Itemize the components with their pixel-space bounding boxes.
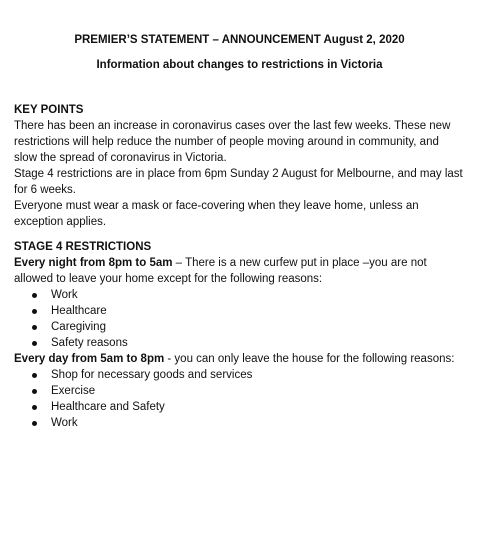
list-item-label: Safety reasons (51, 337, 128, 349)
bullet-icon (32, 341, 37, 346)
document-title: PREMIER’S STATEMENT – ANNOUNCEMENT August 2, 2020 (74, 34, 405, 46)
day-restrictions-text: - you can only leave the house for the following reasons: (164, 353, 455, 365)
day-reasons-list (14, 367, 465, 431)
bullet-icon (32, 309, 37, 314)
key-point-paragraph-3: Everyone must wear a mask or face-covering when they leave home, unless an exception applies. (14, 200, 419, 228)
day-restrictions-paragraph (14, 351, 465, 367)
list-item (14, 319, 465, 335)
list-item (14, 367, 465, 383)
list-item (14, 287, 465, 303)
bullet-icon (32, 389, 37, 394)
key-points-heading: KEY POINTS (14, 104, 84, 116)
list-item (14, 415, 465, 431)
day-restrictions-lead: Every day from 5am to 8pm (14, 353, 165, 365)
bullet-icon (32, 421, 37, 426)
list-item-label: Shop for necessary goods and services (51, 369, 253, 381)
night-curfew-text: – There is a new curfew put in place –you are not allowed to leave your home except for the following reasons: (14, 257, 427, 285)
list-item-label: Work (51, 289, 78, 301)
document-page (0, 32, 479, 549)
list-item-label: Caregiving (51, 321, 106, 333)
key-point-paragraph-2: Stage 4 restrictions are in place from 6pm Sunday 2 August for Melbourne, and may last for 6 weeks. (14, 168, 463, 196)
list-item (14, 383, 465, 399)
stage4-heading: STAGE 4 RESTRICTIONS (14, 241, 152, 253)
list-item-label: Exercise (51, 385, 96, 397)
night-curfew-lead: Every night from 8pm to 5am (14, 257, 173, 269)
list-item-label: Healthcare (51, 305, 107, 317)
list-item-label: Healthcare and Safety (51, 401, 165, 413)
document-subtitle: Information about changes to restrictions in Victoria (96, 59, 383, 71)
list-item (14, 303, 465, 319)
list-item-label: Work (51, 417, 78, 429)
bullet-icon (32, 405, 37, 410)
night-reasons-list (14, 287, 465, 351)
bullet-icon (32, 325, 37, 330)
key-point-paragraph-1: There has been an increase in coronavirus cases over the last few weeks. These new restrictions will help reduce the number of people moving around in community, and slow the spread of coronavirus in Victoria. (14, 120, 451, 164)
list-item (14, 335, 465, 351)
list-item (14, 399, 465, 415)
bullet-icon (32, 373, 37, 378)
bullet-icon (32, 293, 37, 298)
night-curfew-paragraph (14, 255, 465, 287)
